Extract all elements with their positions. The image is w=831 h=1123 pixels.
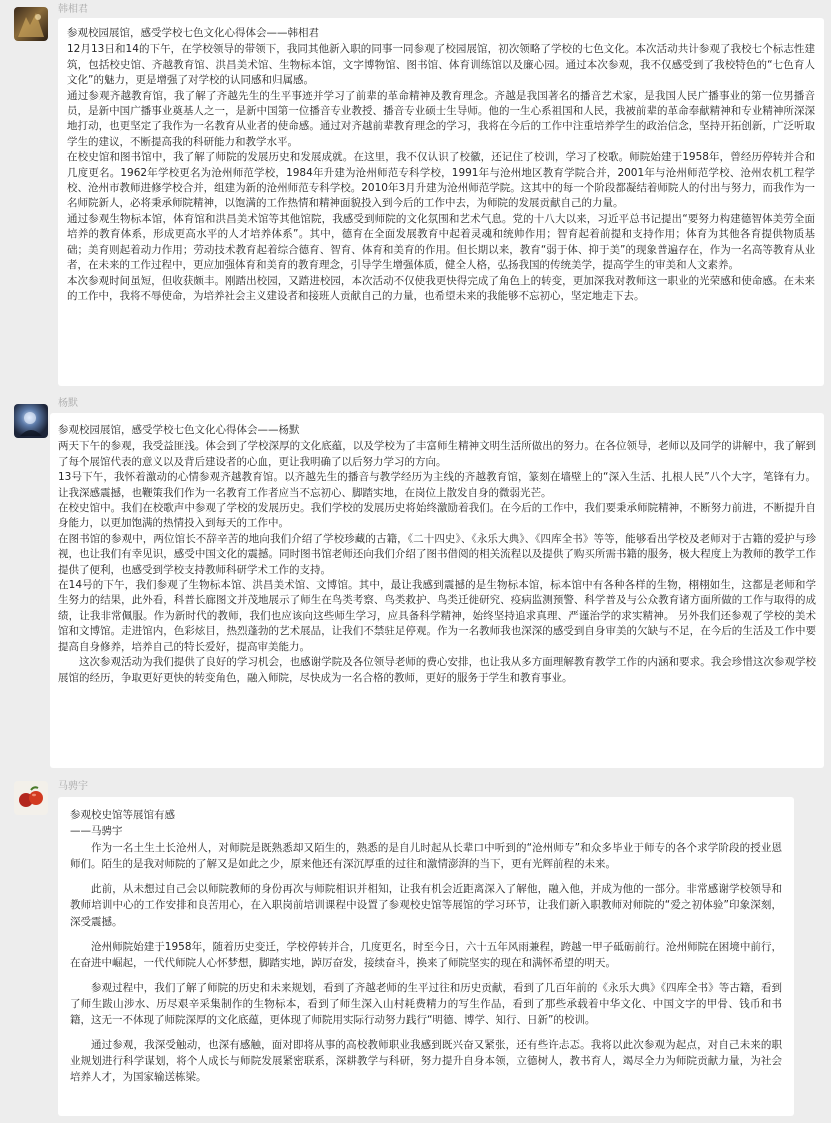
message-paragraph: 12月13日和14的下午，在学校领导的带领下，我同其他新入职的同事一同参观了校园展馆，初次领略了学校的七色文化。本次活动共计参观了我校七个标志性建筑，包括校史馆、齐越教育馆、洪昌美术馆、生物标本馆，文字博物馆、图书馆、体育训练馆以及廉心园。通过本次参观，我不仅感受到了我校特色的“七色育人文化”的魅力，更是增强了对学校的认同感和归属感。 <box>67 43 815 87</box>
message-title: 参观校园展馆，感受学校七色文化心得体会——韩相君 <box>67 27 319 39</box>
sender-name: 马骋宇 <box>58 781 88 792</box>
message-title: 参观校园展馆，感受学校七色文化心得体会——杨默 <box>58 424 300 436</box>
message-paragraph: 作为一名土生土长沧州人，对师院是既熟悉却又陌生的，熟悉的是自儿时起从长辈口中听到的“沧州师专”和众多毕业于师专的各个求学阶段的授业恩师们。陌生的是我对师院的了解又是如此之少，原来他还有深沉厚重的过往和激情澎湃的当下，更有光辉前程的未来。 <box>70 842 782 871</box>
sender-name: 韩相君 <box>58 4 88 15</box>
message-author: ——马骋宇 <box>70 825 123 838</box>
message-paragraph: 参观过程中，我们了解了师院的历史和未来规划，看到了齐越老师的生平过往和历史贡献，看到了几百年前的《永乐大典》《四库全书》等古籍，看到了师生跋山涉水、历尽艰辛采集制作的生物标本，看到了师生深入山村耗费精力的写生作品，看到了那些承载着中华文化、中国文字的甲骨、钱币和书籍，这无一不体现了师院深厚的文化底蕴，更体现了师院用实际行动努力践行“明德、博学、知行、日新”的校训。 <box>70 981 782 1027</box>
avatar-image <box>14 7 48 41</box>
message-paragraph: 通过参观齐越教育馆，我了解了齐越先生的生平事迹并学习了前辈的革命精神及教育理念。齐越是我国著名的播音艺术家，是我国人民广播事业的第一位男播音员，是新中国广播事业奠基人之一，是新中国第一位播音专业教授、播音专业硕士生导师。他的一生心系祖国和人民，我被前辈的革命奉献精神和专业精神所深深地打动，也更坚定了我作为一名教育从业者的使命感。通过对齐越前辈教育理念的学习，我将在今后的工作中注重培养学生的政治信念，坚持开拓创新，广泛听取学生的建议，不断提高我的科研能力和教学水平。 <box>67 89 815 148</box>
message-bubble[interactable] <box>50 413 824 768</box>
message-paragraph: 此前，从未想过自己会以师院教师的身份再次与师院相识并相知，让我有机会近距离深入了解他，融入他，并成为他的一部分。非常感谢学校领导和教师培训中心的工作安排和良苦用心，在入职岗前培训课程中设置了参观校史馆等展馆的学习环节，让我们新入职教师对师院的“爱之初体验”印象深刻，深受震撼。 <box>70 883 782 928</box>
message-bubble[interactable] <box>58 797 794 1116</box>
message-paragraph: 在校史馆和图书馆中，我了解了师院的发展历史和发展成就。在这里，我不仅认识了校徽，还记住了校训，学习了校歌。师院始建于1958年，曾经历停转并合和几度更名。1962年学校更名为沧州师范学校，1984年升建为沧州师范专科学校，1991年与沧州地区教育学院合并，2001年与沧州师范学校、沧州农机工程学校、沧州市教师进修学校合并，组建为新的沧州师范专科学校。2010年3月升建为沧州师范学院。这其中的每一个阶段都凝结着师院人的付出与努力，而我作为一名师院新人，必将秉承师院精神，以饱满的工作热情和精神面貌投入到今后的工作中去，为师院的发展贡献自己的力量。 <box>67 151 815 210</box>
avatar[interactable] <box>14 7 48 41</box>
sender-name: 杨默 <box>58 398 78 409</box>
avatar[interactable] <box>14 404 48 438</box>
message-paragraph: 在14号的下午，我们参观了生物标本馆、洪昌美术馆、文博馆。其中，最让我感到震撼的是生物标本馆，标本馆中有各种各样的生物，栩栩如生，这都是老师和学生努力的结果，此外看，科普长廊图文并茂地展示了师生在鸟类考察、鸟类救护、鸟类迁徙研究、疫病监测预警、科学普及与公众教育诸方面所做的工作与取得的成绩，让我非常佩服。作为新时代的教师，我们也应该向这些师生学习，应具备科学精神，始终坚持追求真理、严谨治学的求实精神。 另外我们还参观了学校的美术馆和文博馆。走进馆内，色彩炫目，热烈蓬勃的艺术展品，让我们不禁驻足停观。作为一名教师我也深深的感受到自身审美的欠缺与不足，在今后的生活及工作中要提高自身修养，培养自己的特长爱好，提高审美能力。 <box>58 579 816 653</box>
message-paragraph: 沧州师院始建于1958年，随着历史变迁，学校停转并合，几度更名，时至今日，六十五年风雨兼程，跨越一甲子砥砺前行。沧州师院在困境中前行，在奋进中崛起，一代代师院人心怀梦想，脚踏实地，踔厉奋发，接续奋斗，换来了师院坚实的现在和满怀希望的明天。 <box>70 940 782 969</box>
message-paragraph: 通过参观生物标本馆，体育馆和洪昌美术馆等其他馆院，我感受到师院的文化氛围和艺术气息。党的十八大以来，习近平总书记提出“要努力构建德智体美劳全面培养的教育体系，形成更高水平的人才培养体系”。其中，德育在全面发展教育中起着灵魂和统帅作用；智育起着前提和支持作用；体育为其他各育提供物质基础；美育则起着动力作用；劳动技术教育起着综合德育、智育、体育和美育的作用。但长期以来，教育“弱于体、抑于美”的现象普遍存在，作为一名高等教育从业者，在未来的工作过程中，更应加强体育和美育的教育理念，引导学生增强体质，健全人格，弘扬我国的传统美学，提高学生的审美和人文素养。 <box>67 212 815 272</box>
message-paragraph: 在图书馆的参观中，两位馆长不辞辛苦的地向我们介绍了学校珍藏的古籍，《二十四史》、《永乐大典》、《四库全书》等等，能够看出学校及老师对于古籍的爱护与珍视，也让我们有幸见识，感受中国文化的震撼。同时图书馆老师还向我们介绍了图书借阅的相关流程以及提供了购买所需书籍的服务，极大程度上为教师的教学工作提供了便利，也感受到学校支持教师科研学术工作的支持。 <box>58 532 816 576</box>
message-paragraph: 这次参观活动为我们提供了良好的学习机会，也感谢学院及各位领导老师的费心安排，也让我从多方面理解教育教学工作的内涵和要求。我会珍惜这次参观学校展馆的经历，争取更好更快的转变角色，融入师院，尽快成为一名合格的教师，更好的服务于学生和教育事业。 <box>58 656 816 684</box>
avatar-image <box>14 404 48 438</box>
message-paragraph: 本次参观时间虽短，但收获颇丰。刚踏出校园，又踏进校园，本次活动不仅使我更快得完成了角色上的转变，更加深我对教师这一职业的光荣感和使命感。在未来的工作中，我将不辱使命，为培养社会主义建设者和接班人贡献自己的力量，也希望未来的我能够不忘初心，坚定地走下去。 <box>67 274 815 302</box>
message-title: 参观校史馆等展馆有感 <box>70 809 175 821</box>
message-bubble[interactable] <box>58 18 824 386</box>
avatar[interactable] <box>14 781 48 815</box>
message-paragraph: 在校史馆中。我们在校歌声中参观了学校的发展历史。我们学校的发展历史将始终激励着我们。在今后的工作中，我们要秉承师院精神，不断努力前进，不断提升自身能力，以更加饱满的热情投入到每天的工作中。 <box>58 502 816 530</box>
avatar-image <box>14 781 48 815</box>
message-paragraph: 两天下午的参观，我受益匪浅。体会到了学校深厚的文化底蕴，以及学校为了丰富师生精神文明生活所做出的努力。在各位领导，老师以及同学的讲解中，我了解到了每个展馆代表的意义以及背后建设者的心血，更让我明确了以后努力学习的方向。 <box>58 440 816 468</box>
message-paragraph: 13号下午，我怀着激动的心情参观齐越教育馆。以齐越先生的播音与教学经历为主线的齐越教育馆，篆刻在墙壁上的“深入生活、扎根人民”八个大字，笔锋有力。让我深感震撼，也鞭策我们作为一名教育工作者应当不忘初心、脚踏实地，在岗位上散发自身的微弱光芒。 <box>58 471 816 499</box>
message-paragraph: 通过参观，我深受触动，也深有感触，面对即将从事的高校教师职业我感到既兴奋又紧张，还有些许忐忑。我将以此次参观为起点，对自己未来的职业规划进行科学谋划，将个人成长与师院发展紧密联系，深耕教学与科研，努力提升自身本领，立德树人，教书育人，竭尽全力为师院贡献力量，为社会培养人才，为国家输送栋梁。 <box>70 1039 782 1084</box>
